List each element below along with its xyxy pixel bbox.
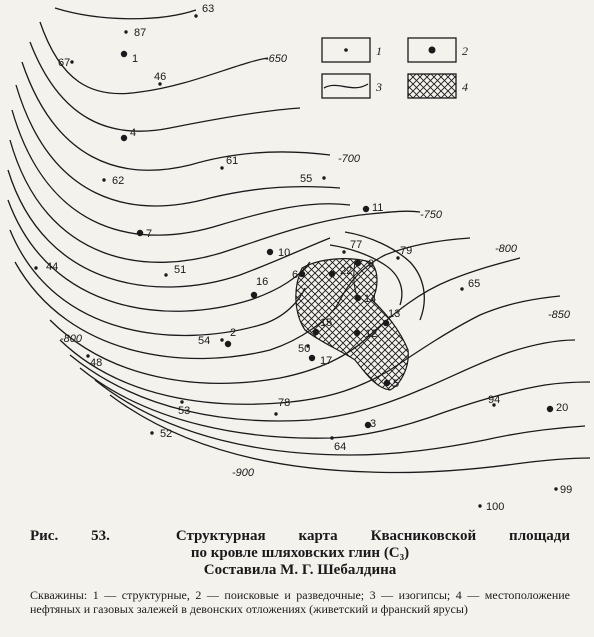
well-48 — [86, 354, 102, 369]
legend-item-exploration-well — [408, 38, 468, 62]
well-100 — [478, 501, 504, 513]
well-label: 10 — [278, 247, 291, 259]
structural-well-icon — [102, 178, 105, 181]
caption-line-1 — [30, 528, 570, 545]
structural-well-icon — [460, 287, 463, 290]
well-67 — [58, 57, 74, 69]
well-50 — [298, 343, 310, 355]
structural-well-icon — [124, 30, 127, 33]
well-label: 16 — [256, 276, 269, 288]
well-99 — [554, 484, 572, 496]
structural-well-icon — [322, 176, 325, 179]
well-label: 2 — [230, 327, 237, 339]
well-51 — [164, 264, 186, 277]
exploration-well-icon — [251, 292, 257, 298]
well-label: 79 — [400, 245, 413, 257]
structural-well-icon — [70, 60, 73, 63]
well-label: 61 — [226, 155, 239, 167]
structural-well-icon — [220, 166, 223, 169]
well-94 — [488, 394, 500, 407]
well-label: 12 — [365, 328, 378, 340]
structural-well-icon — [554, 487, 557, 490]
well-label: 99 — [560, 484, 573, 496]
well-label: 65 — [468, 278, 481, 290]
well-10 — [267, 247, 290, 259]
caption-line-2: по кровле шляховских глин (C₃) — [190, 545, 410, 561]
well-label: 20 — [556, 402, 569, 414]
well-label: 55 — [300, 173, 313, 185]
isohypse-label: -900 — [232, 467, 255, 479]
well-label: 62 — [112, 175, 125, 187]
well-78 — [274, 397, 290, 416]
isohypse-label: -650 — [265, 53, 288, 65]
figure-caption — [30, 528, 570, 579]
well-46 — [154, 71, 166, 86]
exploration-well-icon — [299, 271, 305, 277]
exploration-well-icon — [384, 380, 390, 386]
well-77 — [342, 239, 362, 254]
isohypse-label: -750 — [420, 209, 443, 221]
isohypse-label: -800 — [60, 333, 83, 345]
wells — [34, 3, 572, 513]
well-16 — [251, 276, 268, 298]
well-label: 17 — [320, 355, 333, 367]
well-52 — [150, 428, 172, 440]
deposit-hatch-icon — [408, 74, 456, 98]
legend-key: 4 — [462, 80, 468, 94]
well-label: 5 — [393, 378, 400, 390]
well-label: 54 — [198, 335, 211, 347]
exploration-well-icon — [225, 341, 231, 347]
well-64 — [330, 436, 346, 453]
caption-number: Рис. 53. — [30, 528, 110, 544]
well-62 — [102, 175, 124, 187]
exploration-well-icon — [354, 330, 360, 336]
legend-item-isohypse — [322, 74, 382, 98]
structural-well-icon — [194, 14, 197, 17]
exploration-well-icon — [313, 329, 319, 335]
well-20 — [547, 402, 568, 414]
well-label: 14 — [364, 293, 377, 305]
well-label: 1 — [132, 53, 139, 65]
structural-well-icon — [150, 431, 153, 434]
well-4 — [121, 127, 136, 141]
well-label: 53 — [178, 405, 191, 417]
well-label: 6 — [292, 269, 299, 281]
legend-item-deposit — [408, 74, 468, 98]
well-63 — [194, 3, 214, 18]
exploration-well-icon — [363, 206, 369, 212]
deposit-area — [296, 259, 408, 390]
structural-well-icon — [478, 504, 481, 507]
well-label: 22 — [340, 265, 353, 277]
legend-key: 2 — [462, 44, 468, 58]
well-53 — [178, 400, 190, 417]
well-label: 46 — [154, 71, 167, 83]
well-label: 50 — [298, 343, 311, 355]
isohypse-label: -700 — [338, 153, 361, 165]
well-label: 63 — [202, 3, 215, 15]
structural-well-icon — [330, 436, 333, 439]
exploration-well-icon — [267, 249, 273, 255]
structural-well-icon — [164, 273, 167, 276]
legend-description: Скважины: 1 — структурные, 2 — поисковые и разведочные; 3 — изогипсы; 4 — местоположение нефтяных и газовых залежей в девонских отложениях (живетский и франский ярусы) — [30, 588, 570, 616]
well-label: 67 — [58, 57, 71, 69]
structural-well-icon — [220, 338, 223, 341]
well-7 — [137, 228, 152, 240]
well-44 — [34, 261, 58, 273]
legend — [322, 38, 468, 98]
exploration-well-icon — [383, 320, 389, 326]
structural-well-icon — [344, 48, 348, 52]
isohypse-label: -850 — [548, 309, 571, 321]
well-label: 51 — [174, 264, 187, 276]
exploration-well-icon — [329, 271, 335, 277]
well-2 — [225, 327, 236, 347]
exploration-well-icon — [547, 406, 553, 412]
well-label: 11 — [372, 202, 384, 214]
well-87 — [124, 27, 146, 39]
well-label: 64 — [334, 441, 347, 453]
well-label: 9 — [368, 258, 375, 270]
well-label: 3 — [370, 418, 377, 430]
structural-well-icon — [342, 250, 345, 253]
isohypse-lines — [8, 8, 590, 473]
well-1 — [121, 51, 138, 65]
well-label: 100 — [486, 501, 505, 513]
well-label: 52 — [160, 428, 173, 440]
exploration-well-icon — [309, 355, 315, 361]
well-label: 48 — [90, 357, 103, 369]
well-label: 15 — [320, 317, 333, 329]
well-65 — [460, 278, 480, 291]
caption-author: Составила М. Г. Шебалдина — [203, 562, 397, 578]
legend-key: 3 — [376, 80, 382, 94]
exploration-well-icon — [121, 135, 127, 141]
well-label: 87 — [134, 27, 147, 39]
exploration-well-icon — [429, 47, 436, 54]
exploration-well-icon — [355, 260, 361, 266]
well-label: 4 — [130, 127, 137, 139]
well-11 — [363, 202, 384, 214]
structural-well-icon — [180, 400, 183, 403]
well-label: 94 — [488, 394, 501, 406]
well-3 — [365, 418, 376, 430]
structural-well-icon — [34, 266, 37, 269]
well-17 — [309, 355, 332, 367]
well-label: 77 — [350, 239, 363, 251]
well-54 — [198, 335, 224, 347]
well-label: 13 — [388, 308, 401, 320]
exploration-well-icon — [137, 230, 143, 236]
well-label: 44 — [46, 261, 59, 273]
well-label: 78 — [278, 397, 291, 409]
legend-item-structural-well — [322, 38, 382, 62]
caption-title: Структурная карта Квасниковской площади — [175, 528, 571, 544]
isohypse-label: -800 — [495, 243, 518, 255]
legend-key: 1 — [376, 44, 382, 58]
exploration-well-icon — [355, 295, 361, 301]
well-55 — [300, 173, 326, 185]
structural-well-icon — [274, 412, 277, 415]
well-label: 7 — [146, 228, 153, 240]
exploration-well-icon — [121, 51, 127, 57]
